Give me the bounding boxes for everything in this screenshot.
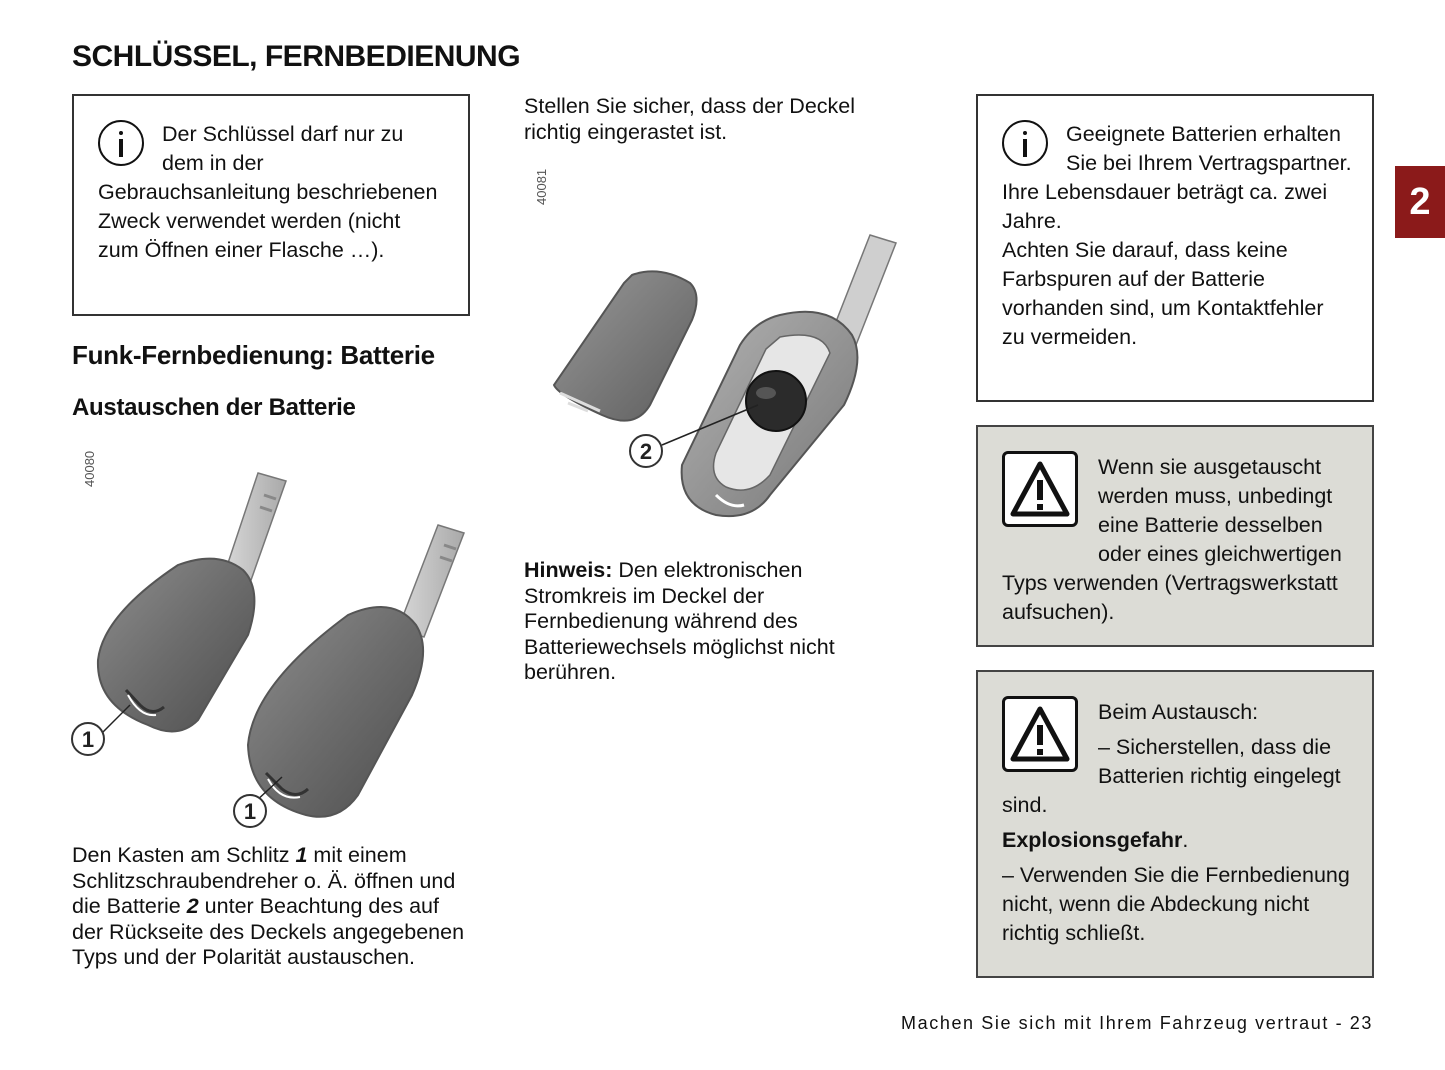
note-label: Hinweis:: [524, 558, 613, 582]
col1-body-text: Den Kasten am Schlitz 1 mit einem Schlitzschraubendreher o. Ä. öffnen und die Batterie 2 unter Beachtung des auf der Rückseite des Deckels angegebenen Typs und der Polarität austauschen.: [72, 843, 465, 969]
info-icon: [98, 120, 144, 166]
warning-box-2-item-2: – Verwenden Sie die Fernbedienung nicht, wenn die Abdeckung nicht richtig schließt.: [1002, 863, 1350, 945]
open-key-body: [682, 312, 858, 516]
col2-note: Hinweis: Den elektronischen Stromkreis im Deckel der Fernbedienung während des Batteriewechsels möglichst nicht berühren.: [524, 558, 835, 684]
warning-box-2-danger: Explosionsgefahr.: [1002, 828, 1189, 852]
key-cover: [554, 271, 697, 420]
warning-triangle-icon: [1002, 696, 1078, 772]
ref-1: 1: [295, 843, 308, 867]
open-key-battery-illustration: [540, 225, 910, 535]
section-heading: Funk-Fernbedienung: Batterie: [72, 340, 435, 370]
warning-box-2: [976, 670, 1374, 978]
key-fob-illustration: [68, 455, 468, 845]
warning-box-1-text: Wenn sie ausgetauscht werden muss, unbedingt eine Batterie desselben oder eines gleichwertigen Typs verwenden (Vertragswerkstatt aufsuchen).: [1002, 455, 1342, 624]
callout-2-label: 2: [639, 439, 653, 464]
section-subheading: Austauschen der Batterie: [72, 394, 356, 421]
battery: [746, 371, 806, 431]
chapter-tab: 2: [1395, 166, 1445, 238]
key-1: [98, 473, 286, 731]
col2-top-text: Stellen Sie sicher, dass der Deckel richtig eingerastet ist.: [524, 94, 856, 144]
info-icon: [1002, 120, 1048, 166]
page-footer: Machen Sie sich mit Ihrem Fahrzeug vertraut - 23: [901, 1013, 1373, 1033]
warning-box-1: [976, 425, 1374, 647]
info-box-right-text: Geeignete Batterien erhalten Sie bei Ihrem Vertragspartner. Ihre Lebensdauer beträgt ca. zwei Jahre.: [1002, 122, 1352, 233]
warning-triangle-icon: [1002, 451, 1078, 527]
key-2: [248, 525, 464, 817]
callout-1-right-label: 1: [243, 799, 257, 824]
page-title: SCHLÜSSEL, FERNBEDIENUNG: [72, 40, 521, 73]
ref-2: 2: [186, 894, 199, 918]
warning-box-2-item-1: – Sicherstellen, dass die Batterien richtig eingelegt sind.: [1002, 735, 1341, 817]
warning-box-2-intro: Beim Austausch:: [1098, 700, 1259, 724]
info-box-left: [72, 94, 470, 316]
info-box-left-text: Der Schlüssel darf nur zu dem in der Gebrauchsanleitung beschriebenen Zweck verwendet werden (nicht zum Öffnen einer Flasche …).: [98, 122, 438, 262]
info-box-right: [976, 94, 1374, 402]
info-box-right-text-2: Achten Sie darauf, dass keine Farbspuren auf der Batterie vorhanden sind, um Kontaktfehler zu vermeiden.: [1002, 238, 1324, 349]
figure-2-id: 40081: [534, 168, 549, 205]
figure-1-id: 40080: [82, 450, 97, 487]
callout-1-left-label: 1: [81, 727, 95, 752]
